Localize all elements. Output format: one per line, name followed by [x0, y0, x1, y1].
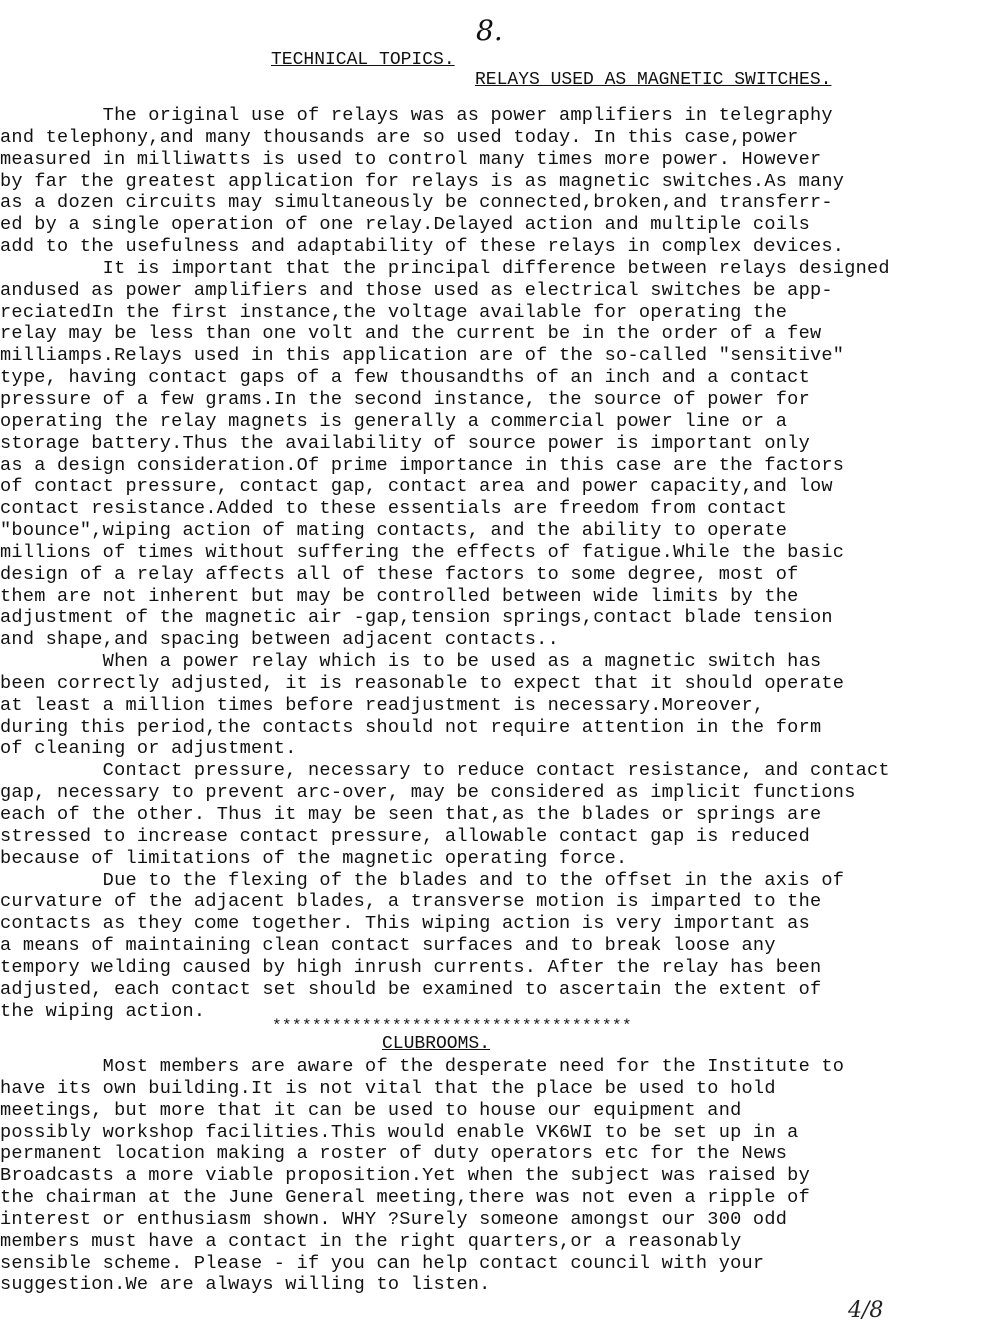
text-line: When a power relay which is to be used as a magnetic switch has	[0, 651, 822, 673]
text-line: "bounce",wiping action of mating contacts, and the ability to operate	[0, 520, 788, 542]
text-line: because of limitations of the magnetic operating force.	[0, 847, 628, 869]
text-line: the chairman at the June General meeting,there was not even a ripple of	[0, 1187, 810, 1209]
page-title: TECHNICAL TOPICS.	[271, 50, 455, 70]
text-line: suggestion.We are always willing to listen.	[0, 1274, 491, 1296]
text-line: the wiping action.	[0, 1000, 206, 1022]
text-line: storage battery.Thus the availability of source power is important only	[0, 432, 810, 454]
text-line: add to the usefulness and adaptability of these relays in complex devices.	[0, 236, 845, 258]
text-line: during this period,the contacts should not require attention in the form	[0, 716, 822, 738]
text-line: Broadcasts a more viable proposition.Yet when the subject was raised by	[0, 1165, 810, 1187]
text-line: as a design consideration.Of prime importance in this case are the factors	[0, 454, 845, 476]
text-line: ed by a single operation of one relay.Delayed action and multiple coils	[0, 214, 810, 236]
text-line: them are not inherent but may be controlled between wide limits by the	[0, 585, 799, 607]
text-line: milliamps.Relays used in this application are of the so-called "sensitive"	[0, 345, 845, 367]
page-number: 8.	[476, 14, 503, 47]
text-line: been correctly adjusted, it is reasonable to expect that it should operate	[0, 672, 845, 694]
handwritten-initials: 4/8	[848, 1298, 884, 1323]
text-line: sensible scheme. Please - if you can help contact council with your	[0, 1252, 765, 1274]
text-line: stressed to increase contact pressure, allowable contact gap is reduced	[0, 825, 810, 847]
relays-article-body	[0, 105, 1000, 1022]
text-line: adjusted, each contact set should be examined to ascertain the extent of	[0, 978, 822, 1000]
text-line: at least a million times before readjustment is necessary.Moreover,	[0, 694, 765, 716]
clubrooms-heading: CLUBROOMS.	[382, 1034, 491, 1054]
section-separator: ************************************	[272, 1017, 633, 1035]
text-line: measured in milliwatts is used to control many times more power. However	[0, 148, 822, 170]
text-line: interest or enthusiasm shown. WHY ?Surely someone amongst our 300 odd	[0, 1208, 788, 1230]
text-line: Most members are aware of the desperate need for the Institute to	[0, 1056, 845, 1077]
text-line: design of a relay affects all of these factors to some degree, most of	[0, 563, 799, 585]
text-line: possibly workshop facilities.This would enable VK6WI to be set up in a	[0, 1121, 799, 1143]
text-line: relay may be less than one volt and the current be in the order of a few	[0, 323, 822, 345]
text-line: and shape,and spacing between adjacent contacts..	[0, 629, 559, 651]
text-line: of cleaning or adjustment.	[0, 738, 297, 760]
text-line: curvature of the adjacent blades, a transverse motion is imparted to the	[0, 891, 822, 913]
text-line: by far the greatest application for relays is as magnetic switches.As many	[0, 170, 845, 192]
text-line: as a dozen circuits may simultaneously be connected,broken,and transferr-	[0, 192, 833, 214]
text-line: operating the relay magnets is generally a commercial power line or a	[0, 410, 788, 432]
text-line: adjustment of the magnetic air -gap,tension springs,contact blade tension	[0, 607, 833, 629]
text-line: each of the other. Thus it may be seen that,as the blades or springs are	[0, 804, 822, 825]
text-line: members must have a contact in the right quarters,or a reasonably	[0, 1230, 742, 1252]
text-line: gap, necessary to prevent arc-over, may be considered as implicit functions	[0, 782, 856, 804]
text-line: and telephony,and many thousands are so used today. In this case,power	[0, 126, 799, 148]
text-line: contact resistance.Added to these essentials are freedom from contact	[0, 498, 788, 520]
text-line: It is important that the principal difference between relays designed	[0, 257, 890, 279]
text-line: Due to the flexing of the blades and to the offset in the axis of	[0, 869, 845, 891]
text-line: reciatedIn the first instance,the voltage available for operating the	[0, 301, 788, 323]
text-line: permanent location making a roster of duty operators etc for the News	[0, 1143, 788, 1165]
clubrooms-article-body	[0, 1056, 1000, 1296]
text-line: contacts as they come together. This wiping action is very important as	[0, 913, 810, 935]
article-title: RELAYS USED AS MAGNETIC SWITCHES.	[475, 70, 832, 90]
text-line: type, having contact gaps of a few thousandths of an inch and a contact	[0, 367, 810, 389]
text-line: have its own building.It is not vital that the place be used to hold	[0, 1077, 776, 1099]
text-line: andused as power amplifiers and those used as electrical switches be app-	[0, 279, 833, 301]
text-line: tempory welding caused by high inrush currents. After the relay has been	[0, 956, 822, 978]
text-line: The original use of relays was as power amplifiers in telegraphy	[0, 105, 833, 126]
text-line: of contact pressure, contact gap, contact area and power capacity,and low	[0, 476, 833, 498]
text-line: millions of times without suffering the effects of fatigue.While the basic	[0, 541, 845, 563]
text-line: pressure of a few grams.In the second instance, the source of power for	[0, 388, 810, 410]
text-line: meetings, but more that it can be used to house our equipment and	[0, 1099, 742, 1121]
text-line: Contact pressure, necessary to reduce contact resistance, and contact	[0, 760, 890, 782]
text-line: a means of maintaining clean contact surfaces and to break loose any	[0, 935, 776, 957]
